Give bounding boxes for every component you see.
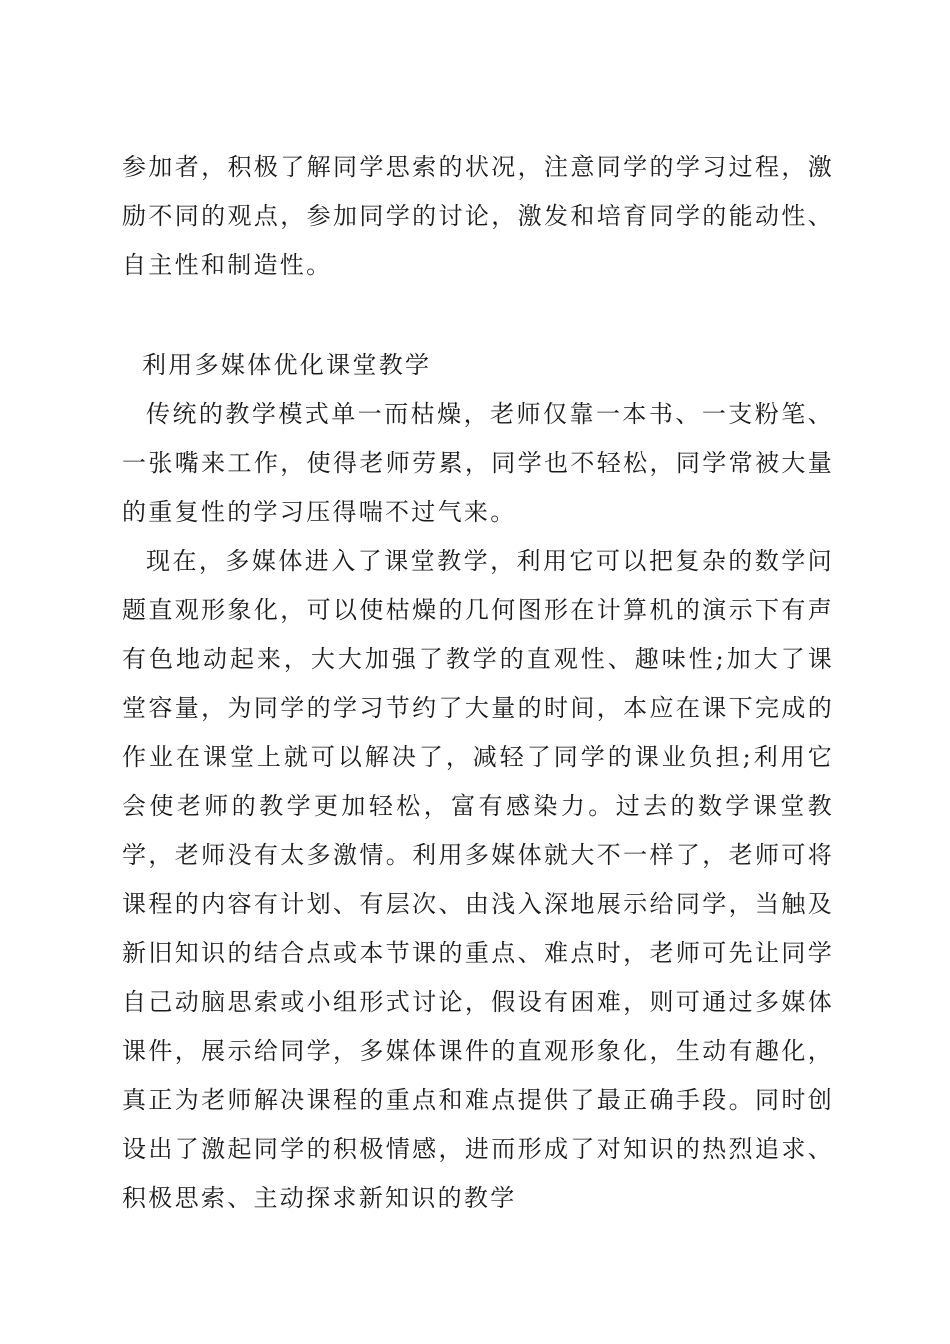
- paragraph-3: 现在，多媒体进入了课堂教学，利用它可以把复杂的数学问题直观形象化，可以使枯燥的几何图形在计算机的演示下有声有色地动起来，大大加强了教学的直观性、趣味性;加大了课堂容量，为同学的学习节约了大量的时间，本应在课下完成的作业在课堂上就可以解决了，减轻了同学的课业负担;利用它会使老师的教学更加轻松，富有感染力。过去的数学课堂教学，老师没有太多激情。利用多媒体就大不一样了，老师可将课程的内容有计划、有层次、由浅入深地展示给同学，当触及新旧知识的结合点或本节课的重点、难点时，老师可先让同学自己动脑思索或小组形式讨论，假设有困难，则可通过多媒体课件，展示给同学，多媒体课件的直观形象化，生动有趣化，真正为老师解决课程的重点和难点提供了最正确手段。同时创设出了激起同学的积极情感，进而形成了对知识的热烈追求、积极思索、主动探求新知识的教学: [122, 547, 834, 1212]
- paragraph-1: 参加者，积极了解同学思索的状况，注意同学的学习过程，激励不同的观点，参加同学的讨论，激发和培育同学的能动性、自主性和制造性。: [122, 153, 834, 279]
- paragraph-2: 传统的教学模式单一而枯燥，老师仅靠一本书、一支粉笔、一张嘴来工作，使得老师劳累，同学也不轻松，同学常被大量的重复性的学习压得喘不过气来。: [122, 400, 834, 526]
- section-heading: 利用多媒体优化课堂教学: [142, 351, 432, 379]
